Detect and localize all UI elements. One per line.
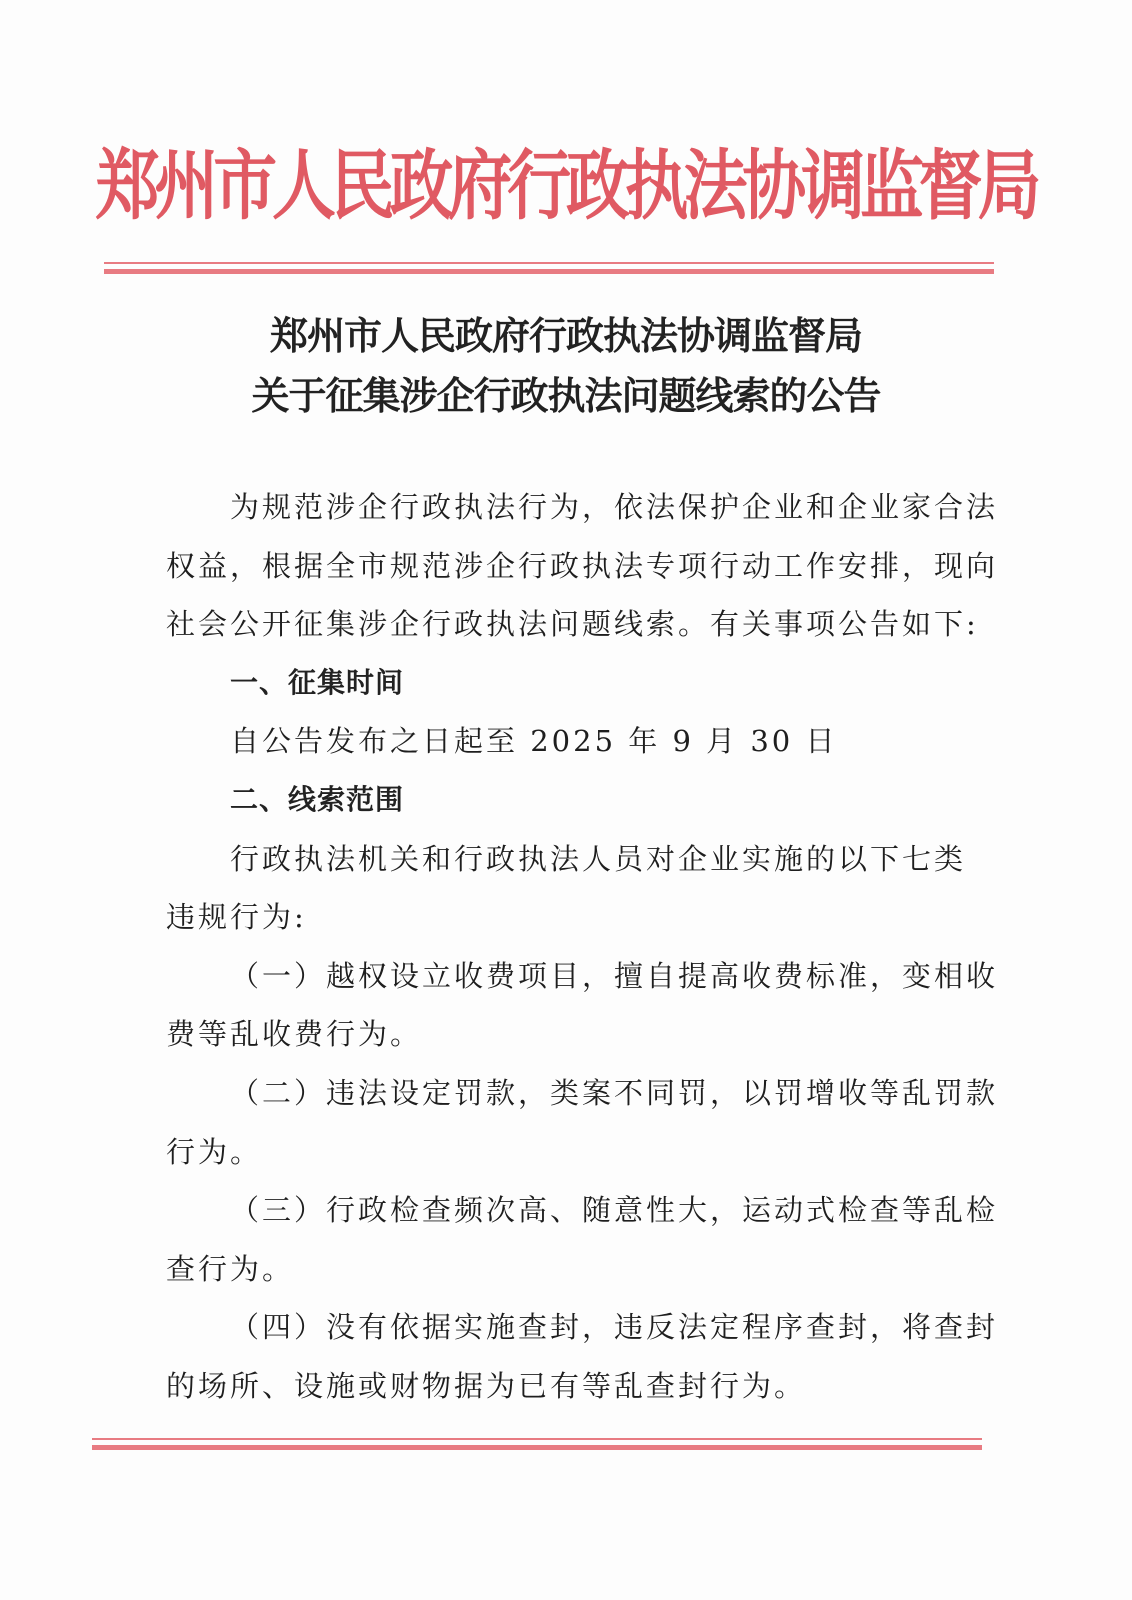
notice-title-line-2: 关于征集涉企行政执法问题线索的公告 (251, 374, 881, 418)
scope-item-2-line: （二）违法设定罚款，类案不同罚，以罚增收等乱罚款 (230, 1075, 999, 1110)
section-heading-collection-time: 一、征集时间 (230, 665, 405, 699)
intro-line: 为规范涉企行政执法行为，依法保护企业和企业家合法 (230, 490, 999, 524)
intro-line: 权益，根据全市规范涉企行政执法专项行动工作安排，现向 (166, 548, 999, 583)
scope-item-4-line: 的场所、设施或财物据为已有等乱查封行为。 (166, 1368, 807, 1403)
collection-time-text: 自公告发布之日起至 2025 年 9 月 30 日 (230, 724, 838, 759)
scope-item-3-line: （三）行政检查频次高、随意性大，运动式检查等乱检 (230, 1193, 999, 1228)
masthead-title: 郑州市人民政府行政执法协调监督局 (95, 141, 1037, 230)
footer-divider (92, 1438, 982, 1443)
scope-item-1-line: 费等乱收费行为。 (166, 1017, 423, 1052)
section-heading-clue-scope: 二、线索范围 (230, 782, 405, 816)
scope-intro-line: 违规行为: (166, 900, 307, 935)
scope-item-3-line: 查行为。 (166, 1251, 295, 1286)
scope-intro-line: 行政执法机关和行政执法人员对企业实施的以下七类 (230, 841, 967, 876)
scope-item-1-line: （一）越权设立收费项目，擅自提高收费标准，变相收 (230, 958, 999, 993)
scope-item-2-line: 行为。 (166, 1134, 263, 1169)
scope-item-4-line: （四）没有依据实施查封，违反法定程序查封，将查封 (230, 1310, 999, 1345)
masthead-divider (104, 262, 994, 267)
intro-line: 社会公开征集涉企行政执法问题线索。有关事项公告如下: (166, 607, 979, 642)
notice-title-line-1: 郑州市人民政府行政执法协调监督局 (269, 314, 862, 358)
notice-body (166, 478, 999, 1416)
